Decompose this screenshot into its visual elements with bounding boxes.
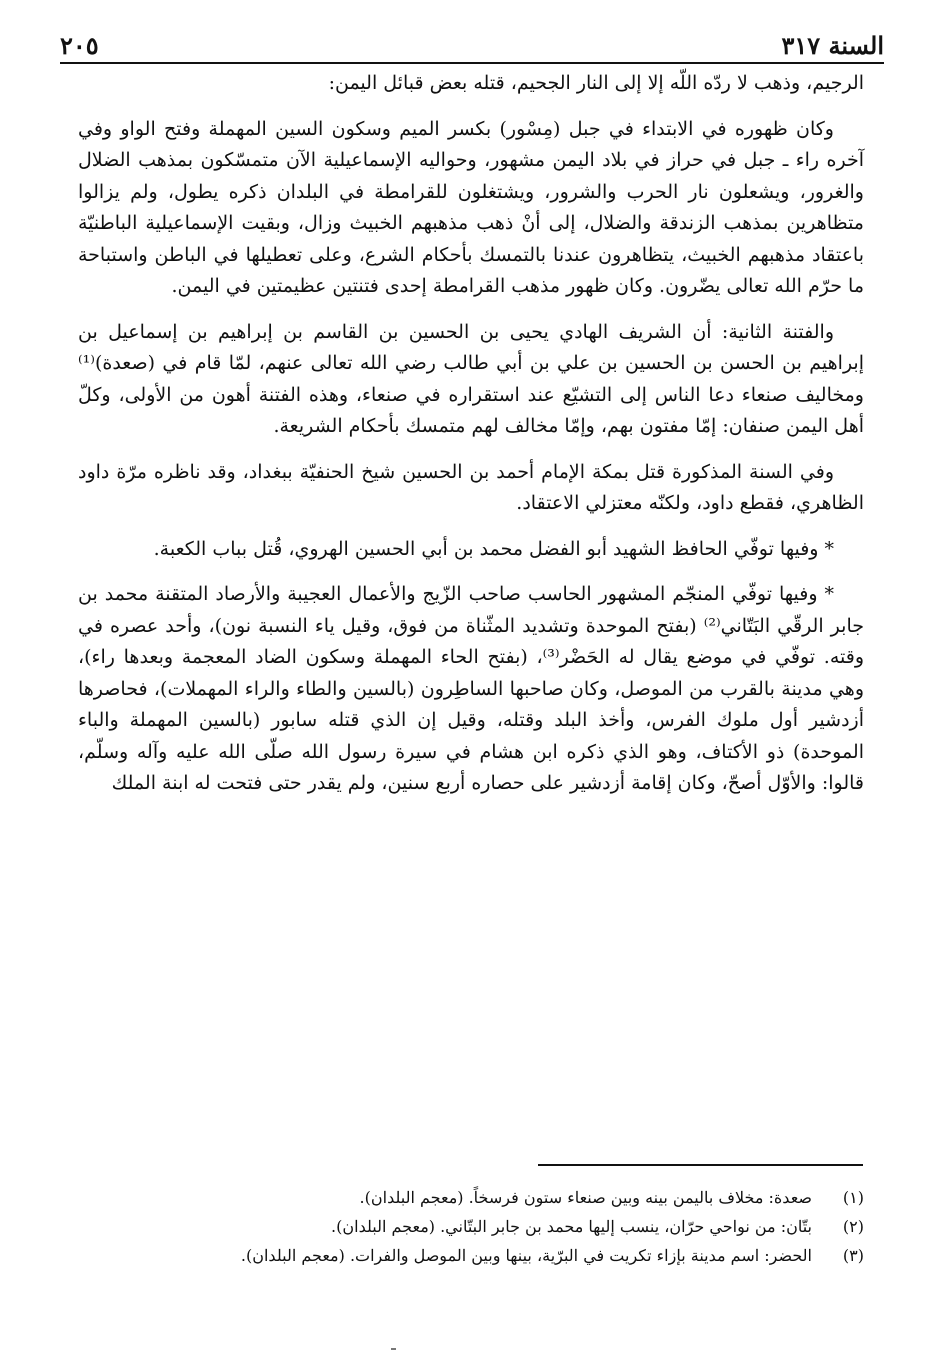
footnote (200, 1241, 864, 1270)
footnote-number: (٣) (842, 1246, 864, 1265)
main-text (78, 68, 864, 814)
footnote-text: بتّان: من نواحي حرّان، ينسب إليها محمد بن جابر البتّاني. (معجم البلدان). (331, 1217, 812, 1236)
paragraph: * وفيها توفّي الحافظ الشهيد أبو الفضل محمد بن أبي الحسين الهروي، قُتل بباب الكعبة. (153, 537, 834, 560)
scan-speck (391, 1348, 396, 1350)
header-rule (60, 62, 884, 64)
paragraph: وكان ظهوره في الابتداء في جبل (مِسْور) بكسر الميم وسكون السين المهملة وفتح الواو وفي آخره راء ـ جبل في حراز في بلاد اليمن مشهور، وحواليه الإسماعيلية الآن متمسّكون بمذهب الضلال والغرور، ويشعلون نار الحرب والشرور، ويشتغلون للقرامطة في البلدان ذكره يطول، ولم يزالوا متظاهرين بمذهب الزندقة والضلال، إلى أنْ ذهب مذهبهم الخبيث وزال، وبقيت الإسماعيلية الباطنيّة باعتقاد مذهبهم الخبيث، يتظاهرون عندنا بالتمسك بأحكام الشرع، وعلى تعطيلها في الباطن واستباحة ما حرّم الله تعالى يضّرون. وكان ظهور مذهب القرامطة إحدى فتنتين عظيمتين في اليمن. (78, 117, 864, 297)
paragraph: وفي السنة المذكورة قتل بمكة الإمام أحمد بن الحسين شيخ الحنفيّة ببغداد، وقد ناظره مرّة داود الظاهري، فقطع داود، ولكنّه معتزلي الاعتقاد. (78, 460, 864, 514)
running-header (60, 20, 884, 60)
year-heading: السنة ٣١٧ (781, 31, 884, 60)
paragraph: الرجيم، وذهب لا ردّه اللّه إلا إلى النار الجحيم، قتله بعض قبائل اليمن: (328, 72, 864, 94)
footnote-text: الحضر: اسم مدينة بإزاء تكريت في البرّية، بينها وبين الموصل والفرات. (معجم البلدان). (240, 1246, 812, 1265)
footnote-number: (٢) (842, 1217, 864, 1236)
paragraph: والفتنة الثانية: أن الشريف الهادي يحيى بن الحسين بن القاسم بن إبراهيم بن إسماعيل بن إبراهيم بن الحسن بن الحسين بن علي بن أبي طالب رضي الله تعالى عنهم، لمّا قام في (صعدة)⁽¹⁾ ومخاليف صنعاء دعا الناس إلى التشيّع عند استقراره في صنعاء، وهذه الفتنة أهون من الأولى، وكلّ أهل اليمن صنفان: إمّا مفتون بهم، وإمّا مخالف لهم متمسك بأحكام الشريعة. (78, 320, 864, 437)
footnote-text: صعدة: مخلاف باليمن بينه وبين صنعاء ستون فرسخاً. (معجم البلدان). (359, 1188, 812, 1207)
footnote-rule (538, 1164, 863, 1166)
footnotes (200, 1183, 864, 1270)
footnote-number: (١) (842, 1188, 864, 1207)
paragraph: * وفيها توفّي المنجّم المشهور الحاسب صاحب الزّيج والأعمال العجيبة والأرصاد المتقنة محمد بن جابر الرقّي البَتّاني⁽²⁾ (بفتح الموحدة وتشديد المثّناة من فوق، وقيل ياء النسبة نون)، وأحد عصره في وقته. توفّي في موضع يقال له الحَضْر⁽³⁾، (بفتح الحاء المهملة وسكون الضاد المعجمة وبعدها راء)، وهي مدينة بالقرب من الموصل، وكان صاحبها الساطِرون (بالسين والطاء والراء المهملات)، فحاصرها أزدشير أول ملوك الفرس، وأخذ البلد وقتله، وقيل إن الذي قتله سابور (بالسين المهملة والباء الموحدة) ذو الأكتاف، وهو الذي ذكره ابن هشام في سيرة رسول الله صلّى الله عليه وآله وسلّم، قالوا: والأوّل أصحّ، وكان إقامة أزدشير على حصاره أربع سنين، ولم يقدر حتى فتحت له ابنة الملك (78, 583, 864, 794)
footnote (200, 1183, 864, 1212)
footnote (200, 1212, 864, 1241)
page-number: ٢٠٥ (60, 31, 99, 60)
